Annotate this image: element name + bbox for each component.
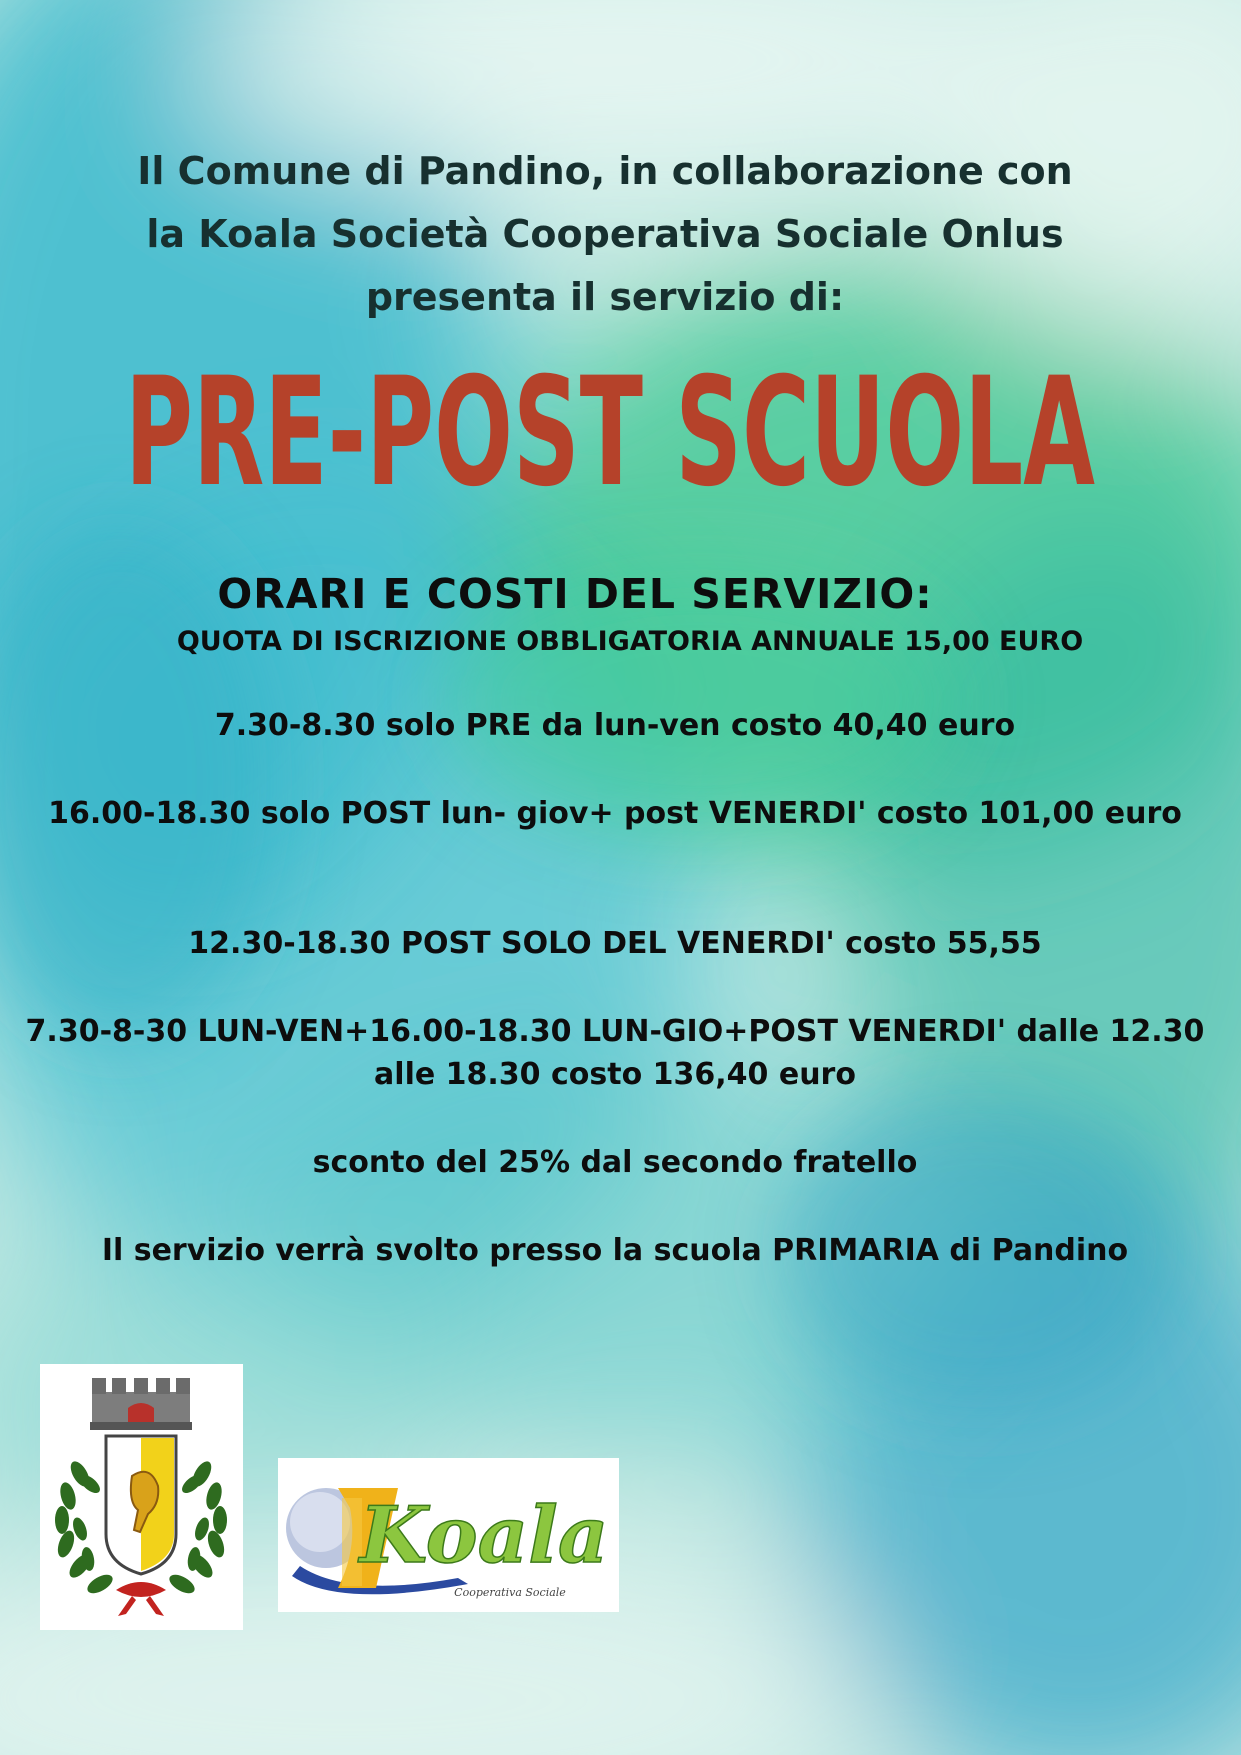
section-title: ORARI E COSTI DEL SERVIZIO: bbox=[217, 570, 933, 618]
intro-line-3: presenta il servizio di: bbox=[365, 275, 845, 319]
schedule-full: 7.30-8-30 LUN-VEN+16.00-18.30 LUN-GIO+POST VENERDI' dalle 12.30 alle 18.30 costo 136,40 euro bbox=[25, 1014, 1205, 1092]
sibling-discount: sconto del 25% dal secondo fratello bbox=[312, 1145, 918, 1180]
intro-line-2: la Koala Società Cooperativa Sociale Onlus bbox=[146, 212, 1064, 256]
crest-icon bbox=[40, 1364, 243, 1630]
service-location: Il servizio verrà svolto presso la scuola PRIMARIA di Pandino bbox=[101, 1233, 1129, 1268]
headline-graphic bbox=[110, 352, 1110, 512]
intro-text bbox=[0, 140, 1210, 329]
comune-coat-of-arms-logo bbox=[40, 1364, 243, 1630]
schedule-friday: 12.30-18.30 POST SOLO DEL VENERDI' costo 55,55 bbox=[188, 926, 1042, 961]
registration-fee: QUOTA DI ISCRIZIONE OBBLIGATORIA ANNUALE 15,00 EURO bbox=[176, 626, 1084, 657]
koala-tagline: Cooperativa Sociale bbox=[454, 1586, 566, 1599]
intro-line-1: Il Comune di Pandino, in collaborazione con bbox=[137, 149, 1073, 193]
headline-text: PRE-POST SCUOLA bbox=[125, 352, 1095, 512]
koala-logo-icon bbox=[278, 1458, 619, 1612]
headline bbox=[110, 352, 1110, 512]
koala-name: Koala bbox=[359, 1490, 609, 1581]
schedule-post: 16.00-18.30 solo POST lun- giov+ post VENERDI' costo 101,00 euro bbox=[48, 796, 1182, 831]
koala-cooperative-logo bbox=[278, 1458, 619, 1612]
schedule-pre: 7.30-8.30 solo PRE da lun-ven costo 40,40 euro bbox=[214, 708, 1016, 743]
